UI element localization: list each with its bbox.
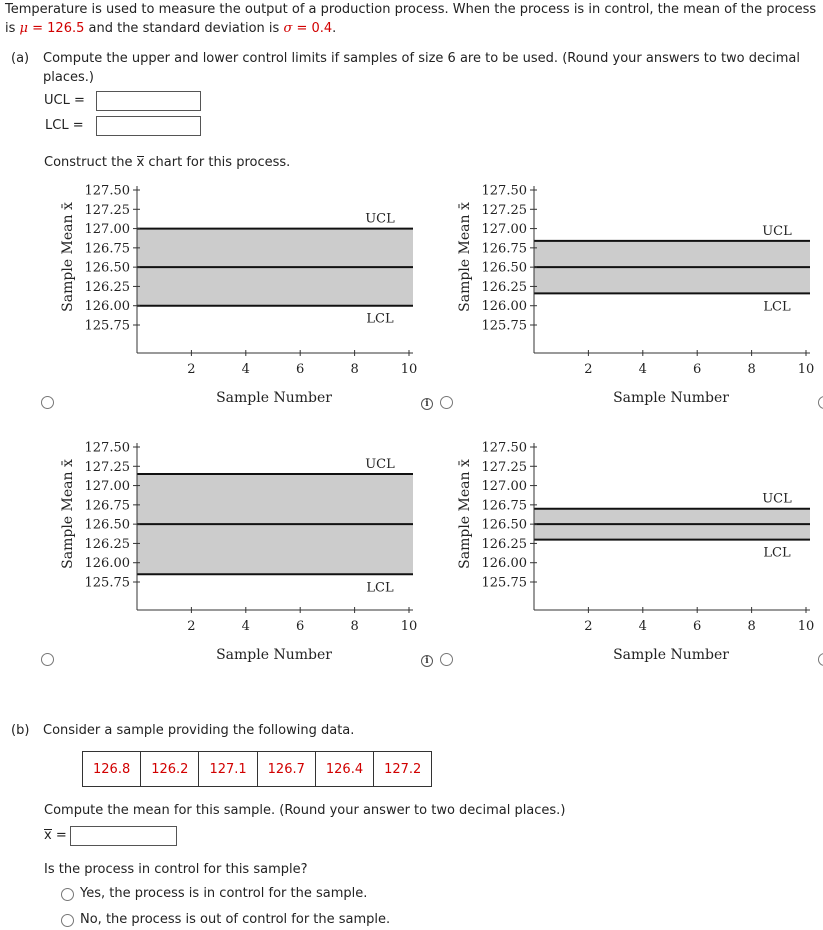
x-tick-label: 8	[350, 362, 359, 377]
control-chart-d	[452, 432, 815, 672]
xbar-symbol: x	[136, 155, 145, 170]
construct-text-2: chart for this process.	[144, 155, 291, 170]
x-tick-label: 10	[400, 619, 418, 634]
x-tick-label: 10	[797, 362, 815, 377]
info-icon[interactable]: i	[421, 398, 433, 410]
y-tick-label: 126.50	[481, 517, 527, 533]
y-tick-label: 127.00	[481, 479, 527, 495]
mu-symbol: μ	[19, 21, 28, 36]
y-tick-label: 127.00	[481, 222, 527, 238]
y-tick-label: 125.75	[481, 575, 527, 591]
data-cell: 126.8	[83, 752, 141, 787]
x-tick-label: 4	[638, 619, 647, 634]
table-row	[83, 752, 432, 787]
data-cell: 126.2	[141, 752, 199, 787]
x-tick-label: 4	[638, 362, 647, 377]
lcl-label: LCL	[763, 545, 791, 561]
control-chart-c	[55, 432, 418, 672]
sigma-value: 0.4	[311, 21, 333, 36]
ucl-label: UCL	[365, 211, 395, 227]
control-chart-a	[55, 175, 418, 415]
y-tick-label: 126.50	[84, 260, 130, 276]
intro-line-1: Temperature is used to measure the output of a production process. When the process is in control, the mean of the process	[5, 2, 817, 17]
data-cell: 126.7	[257, 752, 315, 787]
x-tick-label: 6	[296, 619, 305, 634]
intro-text: is	[5, 21, 20, 36]
x-tick-label: 4	[241, 362, 250, 377]
intro-line-2	[5, 19, 820, 38]
part-a-question: Compute the upper and lower control limits if samples of size 6 are to be used. (Round your answers to two decimal places.)	[43, 51, 801, 85]
y-tick-label: 126.25	[481, 536, 527, 552]
chart-d-radio[interactable]	[440, 653, 453, 666]
y-tick-label: 126.25	[481, 279, 527, 295]
lcl-label: LCL	[366, 311, 394, 327]
construct-text: Construct the	[44, 155, 137, 170]
ucl-label: UCL	[365, 457, 395, 472]
ucl-label: UCL	[762, 491, 792, 507]
lcl-label: LCL	[366, 580, 394, 596]
x-axis-label: Sample Number	[216, 390, 332, 406]
sample-data-table	[82, 751, 432, 787]
y-tick-label: 126.00	[84, 299, 130, 315]
chart-b2-radio[interactable]	[818, 396, 823, 409]
part-a-label: (a)	[11, 51, 30, 66]
y-tick-label: 127.25	[84, 459, 130, 475]
chart-option-d	[452, 432, 815, 672]
intro-period: .	[332, 21, 337, 36]
y-tick-label: 127.00	[84, 479, 130, 495]
chart-option-b	[452, 175, 815, 415]
sigma-eq: =	[292, 21, 312, 36]
y-tick-label: 126.25	[84, 279, 130, 295]
mean-question: Compute the mean for this sample. (Round your answer to two decimal places.)	[44, 803, 566, 818]
intro-text-2: and the standard deviation is	[84, 21, 284, 36]
y-tick-label: 126.25	[84, 536, 130, 552]
option-yes-label[interactable]: Yes, the process is in control for the sample.	[80, 886, 368, 901]
y-axis-label: Sample Mean x̄	[457, 459, 473, 569]
y-tick-label: 126.75	[84, 241, 130, 257]
sigma-symbol: σ	[283, 21, 293, 36]
mu-value: 126.5	[47, 21, 85, 36]
chart-a-radio[interactable]	[41, 396, 54, 409]
y-tick-label: 126.00	[481, 556, 527, 572]
lcl-label: LCL	[763, 299, 791, 315]
y-tick-label: 125.75	[84, 575, 130, 591]
y-tick-label: 125.75	[481, 318, 527, 334]
x-tick-label: 8	[747, 619, 756, 634]
y-tick-label: 127.50	[481, 440, 527, 456]
y-tick-label: 127.25	[481, 459, 527, 475]
x-axis-label: Sample Number	[613, 647, 729, 663]
ucl-label: UCL =	[44, 93, 85, 108]
y-tick-label: 127.50	[84, 440, 130, 456]
y-tick-label: 127.25	[481, 202, 527, 218]
no-radio[interactable]	[61, 914, 74, 927]
x-tick-label: 10	[400, 362, 418, 377]
x-tick-label: 6	[693, 362, 702, 377]
data-cell: 127.1	[199, 752, 257, 787]
chart-option-a	[55, 175, 418, 415]
mean-input[interactable]	[70, 826, 177, 846]
y-tick-label: 126.75	[481, 241, 527, 257]
y-tick-label: 127.50	[84, 183, 130, 199]
x-tick-label: 6	[693, 619, 702, 634]
data-cell: 126.4	[315, 752, 373, 787]
chart-b-radio[interactable]	[440, 396, 453, 409]
y-axis-label: Sample Mean x̄	[60, 202, 76, 312]
y-axis-label: Sample Mean x̄	[60, 459, 76, 569]
construct-instruction	[44, 155, 290, 170]
mu-eq: =	[27, 21, 48, 36]
y-tick-label: 127.25	[84, 202, 130, 218]
part-b-question: Consider a sample providing the following data.	[43, 723, 355, 738]
y-tick-label: 126.75	[84, 498, 130, 514]
x-tick-label: 8	[747, 362, 756, 377]
chart-option-c	[55, 432, 418, 672]
y-tick-label: 126.50	[84, 517, 130, 533]
y-tick-label: 126.50	[481, 260, 527, 276]
x-axis-label: Sample Number	[613, 390, 729, 406]
control-question: Is the process in control for this sample?	[44, 862, 308, 877]
mean-label	[44, 828, 67, 843]
part-b	[11, 721, 816, 740]
ucl-input[interactable]	[96, 91, 201, 111]
y-tick-label: 125.75	[84, 318, 130, 334]
x-tick-label: 10	[797, 619, 815, 634]
control-chart-b	[452, 175, 815, 415]
xbar-symbol: x	[44, 828, 52, 843]
y-tick-label: 126.00	[481, 299, 527, 315]
y-axis-label: Sample Mean x̄	[457, 202, 473, 312]
mean-eq: =	[51, 828, 67, 843]
info-icon[interactable]: i	[421, 655, 433, 667]
chart-c-radio[interactable]	[41, 653, 54, 666]
chart-d2-radio[interactable]	[818, 653, 823, 666]
y-tick-label: 126.75	[481, 498, 527, 514]
y-tick-label: 127.00	[84, 222, 130, 238]
ucl-label: UCL	[762, 223, 792, 239]
x-tick-label: 8	[350, 619, 359, 634]
lcl-input[interactable]	[96, 116, 201, 136]
option-no-label[interactable]: No, the process is out of control for the sample.	[80, 912, 391, 927]
x-tick-label: 4	[241, 619, 250, 634]
y-tick-label: 126.00	[84, 556, 130, 572]
x-tick-label: 2	[187, 619, 196, 634]
data-cell: 127.2	[374, 752, 432, 787]
x-tick-label: 2	[584, 619, 593, 634]
x-axis-label: Sample Number	[216, 647, 332, 663]
part-b-label: (b)	[11, 723, 30, 738]
lcl-label: LCL =	[45, 118, 84, 133]
x-tick-label: 2	[187, 362, 196, 377]
x-tick-label: 6	[296, 362, 305, 377]
y-tick-label: 127.50	[481, 183, 527, 199]
yes-radio[interactable]	[61, 888, 74, 901]
problem-intro	[5, 0, 820, 38]
x-tick-label: 2	[584, 362, 593, 377]
part-a	[11, 49, 816, 85]
